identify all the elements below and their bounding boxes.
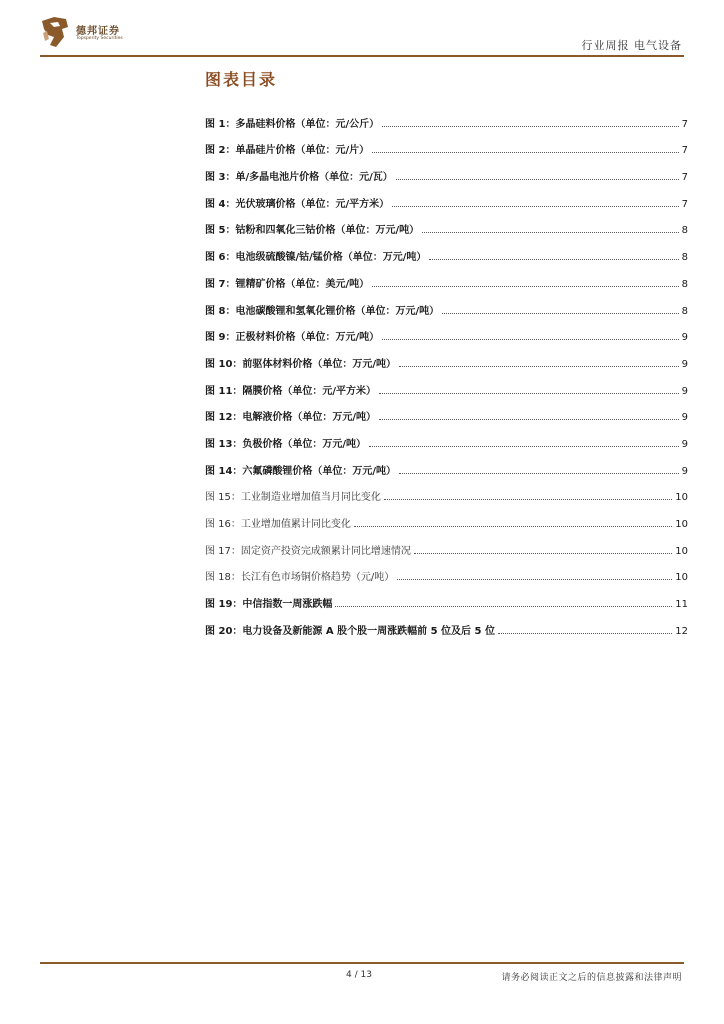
toc-leader-dots [414,553,672,554]
toc-entry-label: 图 2：单晶硅片价格（单位：元/片） [205,145,370,157]
toc-entry-label: 图 20：电力设备及新能源 A 股个股一周涨跌幅前 5 位及后 5 位 [205,625,495,637]
toc-leader-dots [396,179,679,180]
report-category: 行业周报 电气设备 [581,39,682,52]
toc-entry[interactable] [205,450,688,477]
toc-entry-label: 图 5：钴粉和四氧化三钴价格（单位：万元/吨） [205,225,420,237]
toc-leader-dots [429,259,678,260]
footer-divider [40,962,684,964]
toc-entry-label: 图 11：隔膜价格（单位：元/平方米） [205,385,377,397]
toc-leader-dots [379,419,679,420]
logo-name-cn: 德邦证券 [76,26,120,37]
page-indicator: 4 / 13 [346,970,372,980]
toc-entry-page: 8 [681,278,688,290]
toc-entry[interactable] [205,343,688,370]
toc-entry-label: 图 19：中信指数一周涨跌幅 [205,599,333,611]
toc-leader-dots [382,126,679,127]
toc-entry[interactable] [205,583,688,610]
toc-entry-page: 8 [681,305,688,317]
toc-leader-dots [382,339,679,340]
toc-entry-label: 图 18：长江有色市场铜价格趋势（元/吨） [205,572,395,584]
toc-entry-label: 图 10：前驱体材料价格（单位：万元/吨） [205,358,397,370]
toc-entry-label: 图 16：工业增加值累计同比变化 [205,519,351,530]
toc-entry-label: 图 12：电解液价格（单位：万元/吨） [205,412,377,424]
toc-entry[interactable] [205,610,688,637]
toc-entry-page: 8 [681,225,688,237]
toc-entry-page: 9 [681,358,688,370]
toc-entry[interactable] [205,370,688,397]
toc-leader-dots [392,206,679,207]
toc-entry-label: 图 9：正极材料价格（单位：万元/吨） [205,332,380,344]
toc-entry-page: 8 [681,252,688,264]
toc-entry-label: 图 1：多晶硅料价格（单位：元/公斤） [205,118,380,130]
toc-entry-page: 7 [681,145,688,157]
toc-leader-dots [335,606,672,607]
toc-entry[interactable] [205,530,688,557]
toc-leader-dots [372,286,679,287]
toc-title: 图表目录 [205,70,278,89]
company-logo [40,15,160,51]
toc-entry-page: 10 [675,572,688,584]
toc-entry-page: 7 [681,198,688,210]
toc-leader-dots [498,633,672,634]
toc-entry-label: 图 17：固定资产投资完成额累计同比增速情况 [205,545,411,557]
toc-leader-dots [442,313,679,314]
toc-entry-page: 9 [681,385,688,397]
header-divider [40,55,684,57]
toc-entry-label: 图 6：电池级硫酸镍/钴/锰价格（单位：万元/吨） [205,252,427,264]
toc-entry-label: 图 13：负极价格（单位：万元/吨） [205,438,367,450]
toc-entry-page: 9 [681,465,688,477]
table-of-figures [205,103,688,637]
toc-entry-page: 7 [681,172,688,184]
toc-entry[interactable] [205,290,688,317]
toc-entry[interactable] [205,130,688,157]
toc-entry-label: 图 3：单/多晶电池片价格（单位：元/瓦） [205,172,393,184]
toc-entry-label: 图 7：锂精矿价格（单位：美元/吨） [205,278,370,290]
toc-leader-dots [422,232,679,233]
toc-entry[interactable] [205,236,688,263]
toc-leader-dots [399,366,679,367]
toc-leader-dots [384,499,672,500]
toc-entry[interactable] [205,557,688,584]
toc-leader-dots [379,393,679,394]
toc-leader-dots [397,579,672,580]
toc-leader-dots [399,473,679,474]
logo-mark-icon [40,15,70,49]
toc-entry-page: 10 [675,492,688,504]
toc-leader-dots [354,526,672,527]
toc-entry-page: 9 [681,332,688,344]
toc-entry-page: 10 [675,519,688,530]
legal-disclaimer: 请务必阅读正文之后的信息披露和法律声明 [501,973,682,983]
toc-entry-label: 图 15：工业制造业增加值当月同比变化 [205,492,381,504]
toc-entry[interactable] [205,156,688,183]
toc-leader-dots [372,152,679,153]
toc-leader-dots [369,446,679,447]
toc-entry[interactable] [205,317,688,344]
toc-entry-page: 7 [681,118,688,130]
logo-name-en: Topsperity Securities [76,36,123,41]
toc-entry-page: 12 [675,625,688,637]
toc-entry-label: 图 14：六氟磷酸锂价格（单位：万元/吨） [205,465,397,477]
toc-entry-page: 11 [675,599,688,611]
toc-entry[interactable] [205,103,688,130]
toc-entry-label: 图 4：光伏玻璃价格（单位：元/平方米） [205,198,390,210]
toc-entry[interactable] [205,503,688,530]
toc-entry[interactable] [205,263,688,290]
toc-entry-page: 9 [681,412,688,424]
toc-entry-page: 9 [681,438,688,450]
toc-entry[interactable] [205,397,688,424]
toc-entry[interactable] [205,210,688,237]
toc-entry[interactable] [205,423,688,450]
toc-entry-page: 10 [675,545,688,557]
toc-entry[interactable] [205,477,688,504]
toc-entry[interactable] [205,183,688,210]
toc-entry-label: 图 8：电池碳酸锂和氢氧化锂价格（单位：万元/吨） [205,305,440,317]
